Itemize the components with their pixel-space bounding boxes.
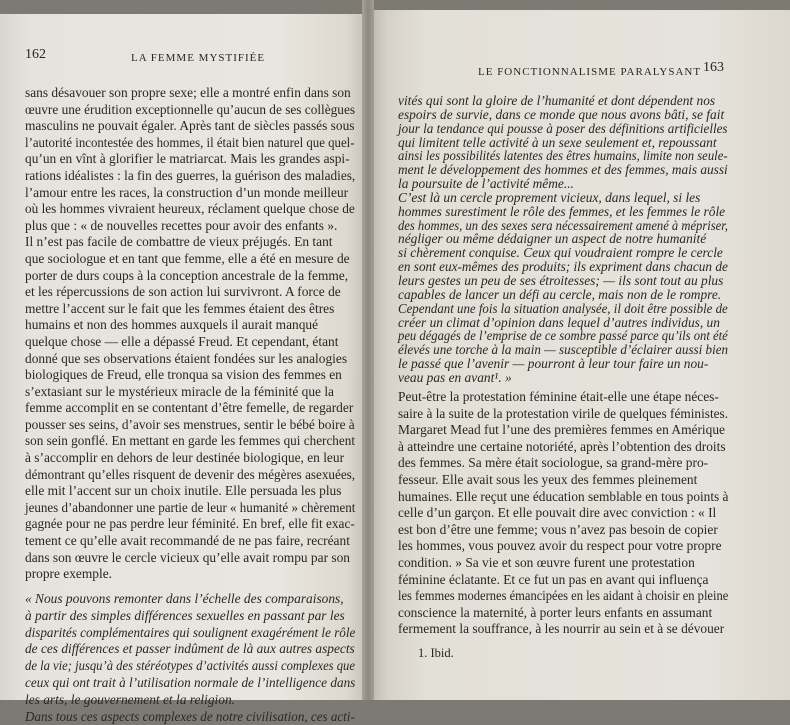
quote-line: négliger ou même dédaigner un aspect de notre humanité (398, 231, 707, 247)
text-line: gagnée pour ne pas perdre leur féminité. En bref, elle fit exac- (25, 516, 355, 532)
text-line: jeunes d’abandonner une partie de leur « humanité » chèrement (25, 499, 356, 515)
text-line: conscience la maternité, à porter leurs enfants en assumant (398, 604, 713, 620)
right-quote-text (398, 93, 728, 384)
text-line: condition. » Sa vie et son œuvre furent une protestation (398, 554, 695, 570)
footnote-text: 1. Ibid. (418, 646, 454, 660)
quote-line: veau pas en avant¹. » (398, 369, 512, 385)
text-line: elle mit l’accent sur un choix inutile. Elle persuada les plus (25, 483, 342, 499)
quote-line: la poursuite de l’activité même... (398, 176, 574, 192)
left-quote-text (25, 591, 355, 725)
text-line: humaines. Elle reçut une éducation semblable en tous points à (398, 488, 729, 504)
quote-line: ceux qui ont trait à l’utilisation normale de l’intelligence dans (25, 674, 356, 690)
quote-line: jour la tendance qui pousse à poser des définitions artificielles (398, 120, 728, 136)
quote-line: espoirs de survie, dans ce monde que nous avons bâti, se fait (398, 106, 725, 122)
quote-line: si chèrement conquise. Ceux qui voudraient rompre le cercle (398, 245, 723, 261)
running-head-right: LE FONCTIONNALISME PARALYSANT (478, 66, 702, 78)
left-body-text (25, 85, 355, 583)
page-number-left: 162 (25, 47, 46, 62)
text-line: s’extasiant sur le mystérieux miracle de la féminité que la (25, 383, 334, 399)
quote-line: qui limitent telle activité à un sexe seulement et, repoussant (398, 134, 717, 150)
quote-line: ment le développement des hommes et des femmes, mais aussi (398, 162, 728, 178)
text-line: quelque chose — elle a dépassé Freud. Et cependant, étant (25, 333, 339, 349)
quote-line: le passé que l’avenir — pourront à leur tour faire un nou- (398, 356, 709, 372)
quote-line: ainsi les possibilités latentes des êtres humains, limite non seule- (398, 148, 728, 164)
text-line: rations idéalistes : la fin des guerres, la guérison des maladies, (25, 167, 356, 183)
quote-line: hommes surestiment le rôle des femmes, et les femmes le rôle (398, 203, 726, 219)
text-line: dans son œuvre le cercle vicieux qu’elle avait rompu par son (25, 549, 350, 565)
text-line: démontrant qu’elles risquent de devenir des mégères asexuées, (25, 466, 356, 482)
text-line: propre exemple. (25, 566, 112, 582)
quote-line: Cependant une fois la situation analysée, il doit être possible de (398, 300, 728, 316)
quote-line: les arts, le gouvernement et la religion. (25, 691, 235, 707)
text-line: à atteindre une certaine notoriété, après l’obtention des droits (398, 438, 726, 454)
text-line: son sein gonflé. En mettant en garde les femmes qui cherchent (25, 433, 356, 449)
text-line: à s’accomplir en dehors de leur destinée biologique, en leur (25, 450, 345, 466)
quote-line: peu dégagés de l’emprise de ce sombre passé parce qu’ils ont été (398, 328, 728, 344)
text-line: Margaret Mead fut l’une des premières femmes en Amérique (398, 422, 725, 438)
book-gutter (362, 0, 374, 700)
footnote (418, 645, 454, 662)
text-line: féminine éclatante. Et ce fut un pas en avant qui influença (398, 571, 709, 587)
quote-line: vités qui sont la gloire de l’humanité et dont dépendent nos (398, 93, 716, 108)
quote-line: leurs gestes un peu de ses étroitesses; — ils sont tout au plus (398, 272, 724, 288)
text-line: les femmes modernes émancipées en les aidant à choisir en pleine (398, 588, 729, 604)
running-head-left: LA FEMME MYSTIFIÉE (131, 52, 266, 64)
text-line: et les répercussions de son action lui survivront. A force de (25, 284, 341, 300)
text-line: tement ce qu’elle avait recommandé de ne pas faire, recréant (25, 533, 350, 549)
right-body-text (398, 389, 728, 638)
text-line: plus que : « de nouvelles recettes pour avoir des enfants ». (25, 217, 338, 233)
quote-line: Dans tous ces aspects complexes de notre civilisation, ces acti- (25, 708, 355, 724)
text-line: humains et non des hommes auxquels il aurait manqué (25, 317, 319, 333)
quote-line: C’est là un cercle proprement vicieux, dans lequel, si les (398, 189, 701, 205)
text-line: pousser ses seins, d’avoir ses menstrues, sentir le bébé boire à (25, 416, 355, 432)
text-line: saire à la suite de la protestation virile de quelques féministes. (398, 405, 729, 421)
text-line: que sociologue et en tant que femme, elle a été en mesure de (25, 250, 350, 266)
text-line: biologiques de Freud, elle tronqua sa vision des femmes en (25, 367, 342, 383)
quote-line: en sont eux-mêmes des produits; ils expriment dans chacun de (398, 259, 728, 275)
text-line: l’autorité incontestée des hommes, il était bien naturel que quel- (25, 134, 355, 150)
text-line: des femmes. Sa mère était sociologue, sa grand-mère pro- (398, 455, 709, 471)
text-line: où les hommes vivraient heureux, réclament quelque chose de (25, 201, 355, 217)
text-line: sans désavouer son propre sexe; elle a montré enfin dans son (25, 85, 351, 100)
text-line: femme accomplit en se contentant d’être femelle, de regarder (25, 400, 354, 416)
text-line: qu’un en vînt à glorifier le matriarcat. Mais les grandes aspi- (25, 151, 350, 167)
page-number-right: 163 (703, 60, 724, 75)
quote-line: créer un climat d’opinion dans lequel d’autres individus, un (398, 314, 720, 330)
text-line: est bon d’être une femme; vous n’avez pas besoin de copier (398, 521, 718, 537)
text-line: les hommes, vous pouvez avoir du respect pour votre propre (398, 538, 722, 554)
quote-line: à partir des simples différences sexuelles en passant par les (25, 607, 345, 623)
text-line: Peut-être la protestation féminine était-elle une étape néces- (398, 389, 719, 404)
text-line: Il n’est pas facile de combattre de vieux préjugés. En tant (25, 234, 333, 250)
quote-line: de la vie; jusqu’à des stéréotypes d’activités aussi complexes que (25, 658, 355, 674)
quote-line: des hommes, un des sexes sera nécessairement amené à mépriser, (398, 217, 728, 233)
text-line: fermement la souffrance, à les nourrir au sein et à se dévouer (398, 621, 725, 637)
quote-line: capables de lancer un défi au cercle, mais non de le rompre. (398, 286, 722, 302)
text-line: œuvre une érudition exceptionnelle qu’aucun de ses collègues (25, 101, 356, 117)
text-line: celle d’un garçon. Et elle pouvait dire avec conviction : « Il (398, 505, 717, 521)
text-line: porter de durs coups à la conception ancestrale de la femme, (25, 267, 349, 283)
quote-line: disparités complémentaires qui soulignent exagérément le rôle (25, 624, 356, 640)
text-line: mettre l’accent sur le fait que les femmes étaient des êtres (25, 300, 335, 316)
text-line: l’amour entre les races, la construction d’un monde meilleur (25, 184, 349, 200)
quote-line: de ces différences et passer indûment de là aux autres aspects (25, 641, 355, 657)
text-line: fesseur. Elle avait sous les yeux des femmes pleinement (398, 471, 698, 487)
text-line: donné que ses observations étaient fondées sur les analogies (25, 350, 348, 366)
quote-line: « Nous pouvons remonter dans l’échelle des comparaisons, (25, 591, 344, 606)
quote-line: élevés une torche à la main — susceptible d’éclairer aussi bien (398, 342, 729, 358)
text-line: masculins ne pouvait égaler. Après tant de siècles passés sous (25, 118, 355, 134)
